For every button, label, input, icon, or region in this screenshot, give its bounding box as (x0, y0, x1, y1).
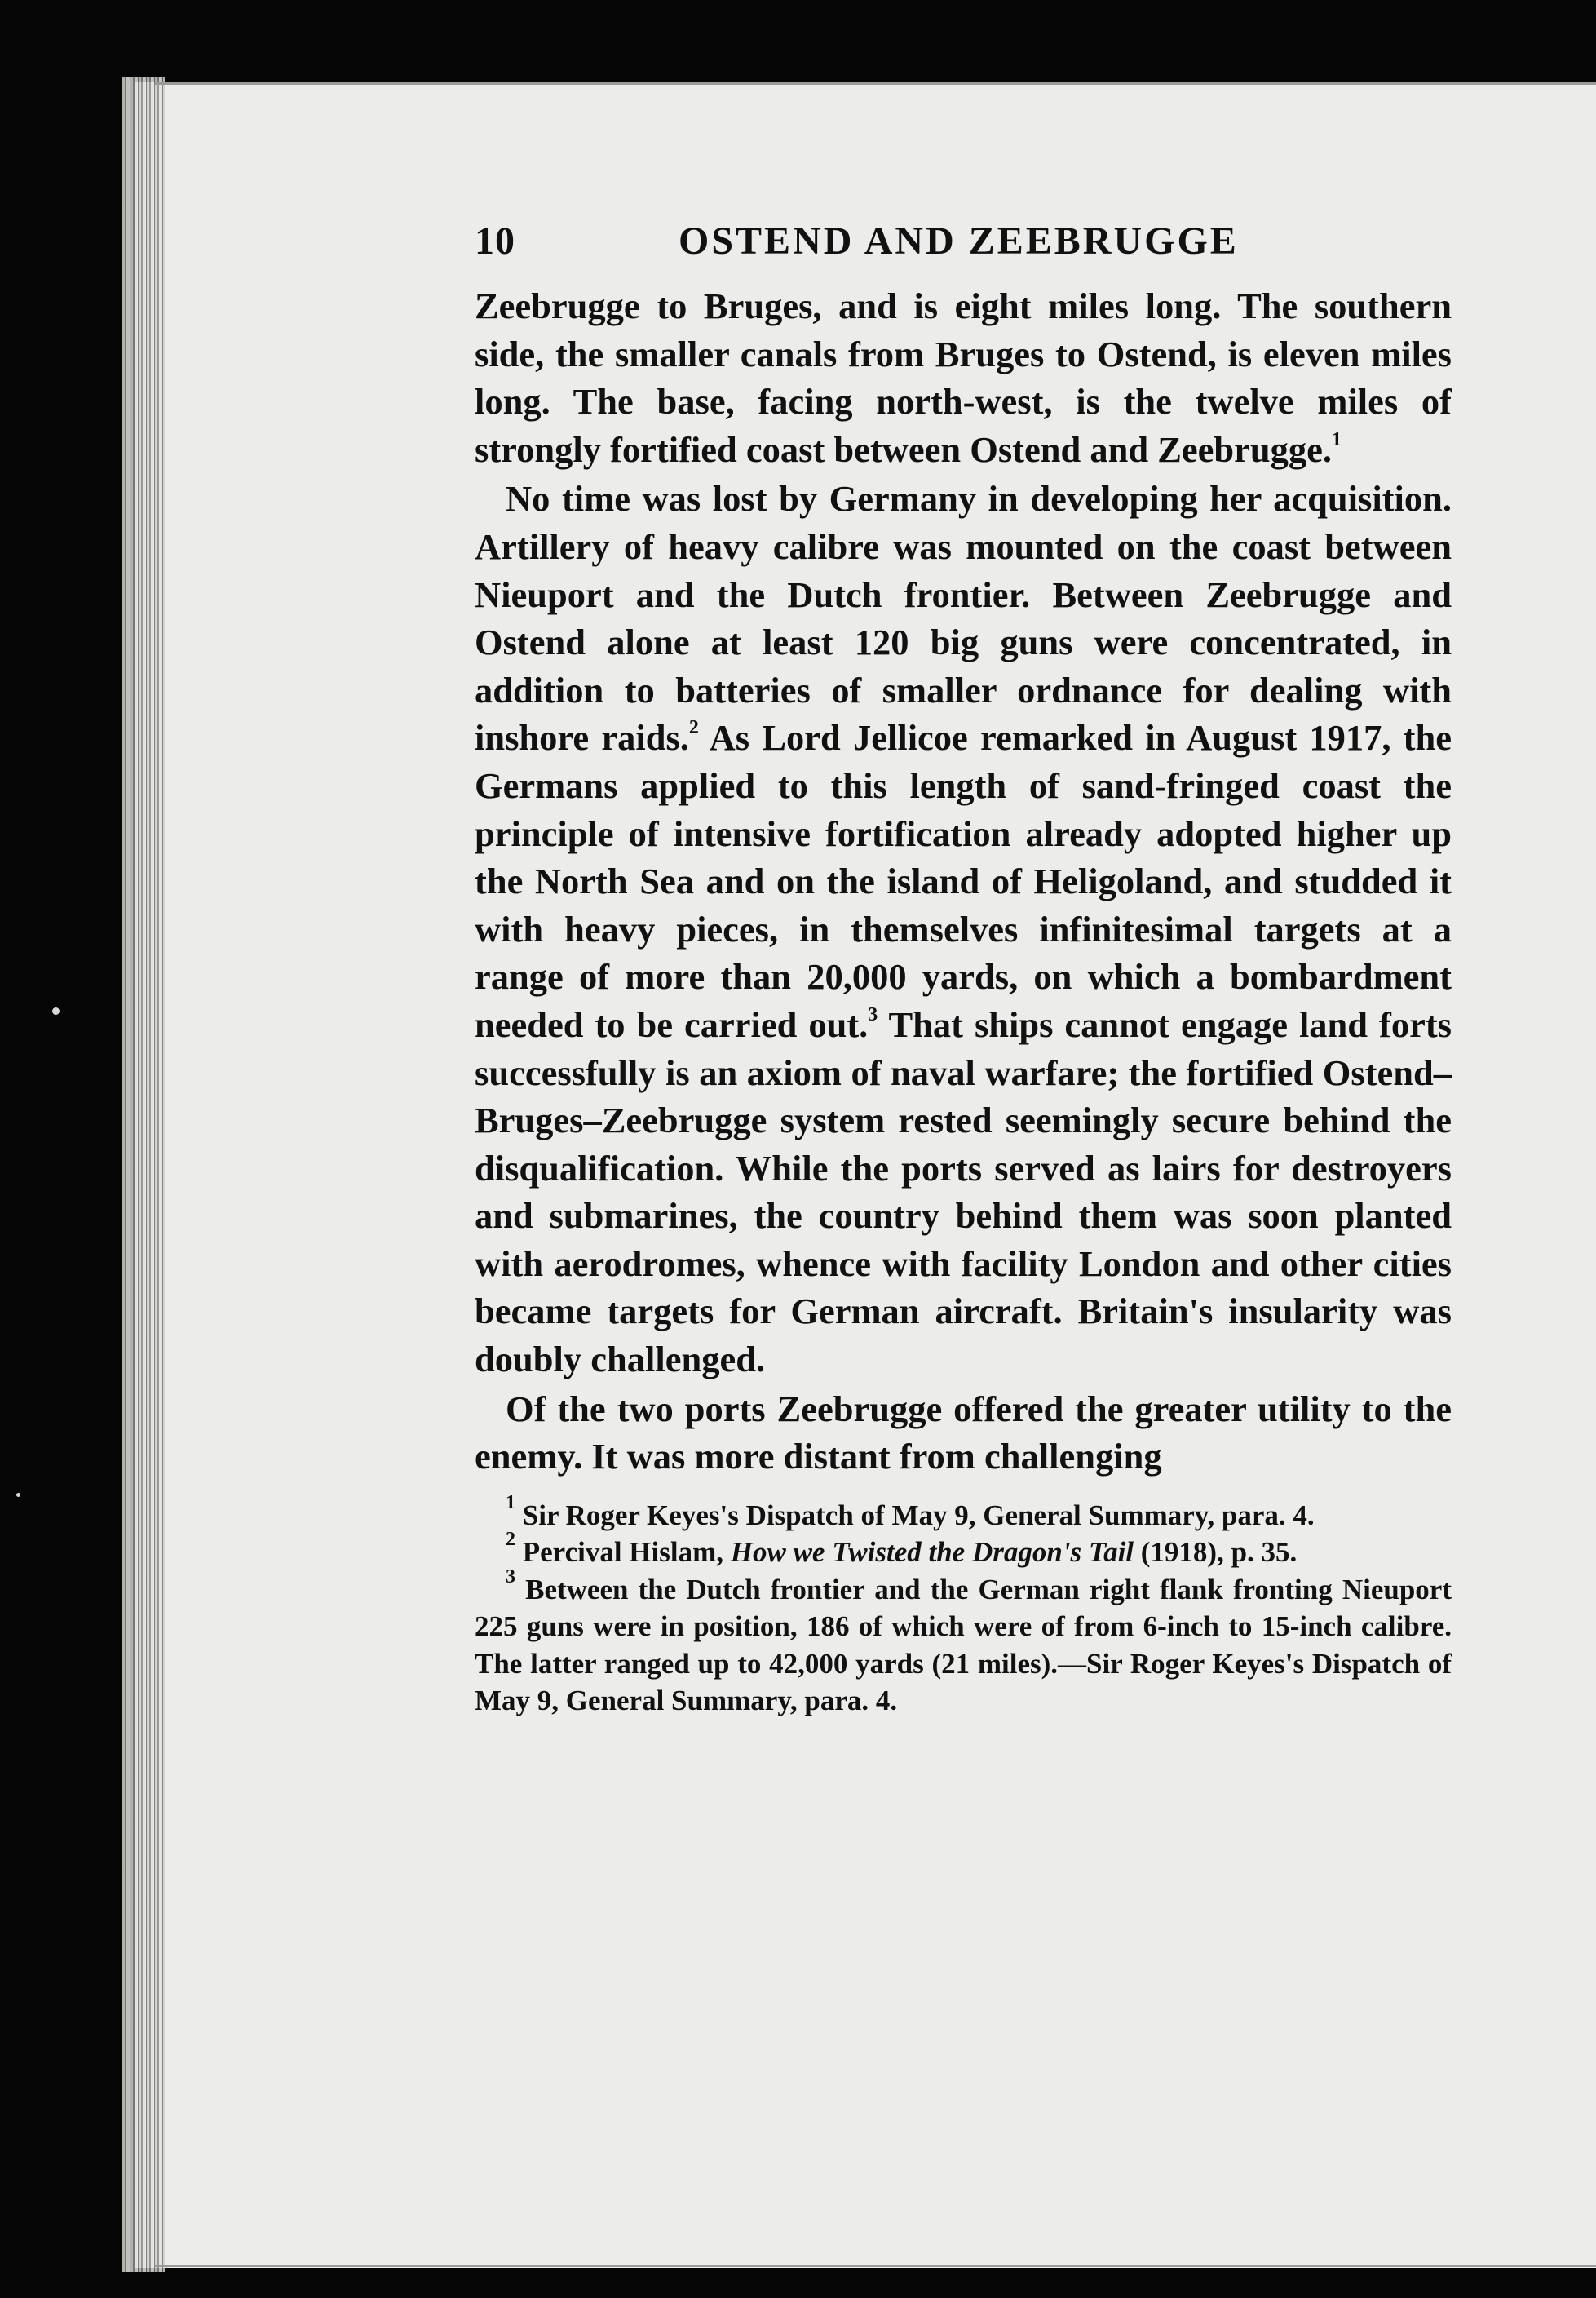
footnote-text: Between the Dutch frontier and the German right flank fronting Nieuport 225 guns were in position, 186 of which were of from 6-inch to 15-inch calibre. The latter ranged up to 42,000 yards (21 miles).—Sir Roger Keyes's Dispatch of May 9, General Summary, para. 4. (475, 1573, 1452, 1717)
footnote-marker: 1 (506, 1491, 515, 1513)
footnote-marker: 2 (506, 1529, 515, 1551)
footnote-1 (475, 1491, 1452, 1534)
footnote-text: Percival Hislam, (515, 1536, 731, 1569)
paragraph-3-text: Of the two ports Zeebrugge offered the greater utility to the enemy. It was more distant from challenging (475, 1388, 1452, 1477)
footnote-2 (475, 1529, 1452, 1571)
page-text-block (475, 219, 1452, 1720)
body-text (475, 282, 1452, 1481)
page-number: 10 (475, 219, 515, 263)
footnotes (475, 1491, 1452, 1720)
scan-speck (16, 1493, 20, 1497)
paragraph-3 (475, 1385, 1452, 1481)
footnote-text: Sir Roger Keyes's Dispatch of May 9, General Summary, para. 4. (515, 1499, 1315, 1531)
running-title: OSTEND AND ZEEBRUGGE (679, 219, 1239, 263)
footnote-ref-1: 1 (1332, 428, 1342, 450)
page-bottom-edge (155, 2265, 1596, 2267)
footnote-ref-3: 3 (868, 1003, 878, 1025)
paragraph-1-text: Zeebrugge to Bruges, and is eight miles long. The southern side, the smaller canals from Bruges to Ostend, is eleven miles long. The base, facing north-west, is the twelve miles of strongly fortified coast between Ostend and Zeebrugge. (475, 286, 1452, 470)
footnote-ref-2: 2 (688, 717, 699, 739)
paragraph-1 (475, 282, 1452, 473)
paragraph-2-text-c: That ships cannot engage land forts successfully is an axiom of naval warfare; the fortified Ostend–Bruges–Zeebrugge system rested seemingly secure behind the disqualification. While the ports served as lairs for destroyers and submarines, the country behind them was soon planted with aerodromes, whence with facility London and other cities became targets for German aircraft. Britain's insularity was doubly challenged. (475, 1003, 1452, 1380)
page-top-edge (155, 82, 1596, 85)
paragraph-2-text-a: No time was lost by Germany in developing her acquisition. Artillery of heavy calibre was mounted on the coast between Nieuport and the Dutch frontier. Between Zeebrugge and Ostend alone at least 120 big guns were concentrated, in addition to batteries of smaller ordnance for dealing with inshore raids. (475, 478, 1452, 759)
page-binding-edge (122, 77, 165, 2272)
footnote-marker: 3 (506, 1565, 515, 1587)
scan-speck (52, 1007, 60, 1015)
running-head (475, 219, 1452, 282)
paragraph-2-text-b: As Lord Jellicoe remarked in August 1917, the Germans applied to this length of sand-fringed coast the principle of intensive fortification already adopted higher up the North Sea and on the island of Heligoland, and studded it with heavy pieces, in themselves infinitesimal targets at a range of more than 20,000 yards, on which a bombardment needed to be carried out. (475, 717, 1452, 1045)
paragraph-2 (475, 475, 1452, 1383)
footnote-text: (1918), p. 35. (1134, 1536, 1298, 1569)
footnote-3 (475, 1565, 1452, 1720)
footnote-book-title: How we Twisted the Dragon's Tail (730, 1536, 1134, 1569)
